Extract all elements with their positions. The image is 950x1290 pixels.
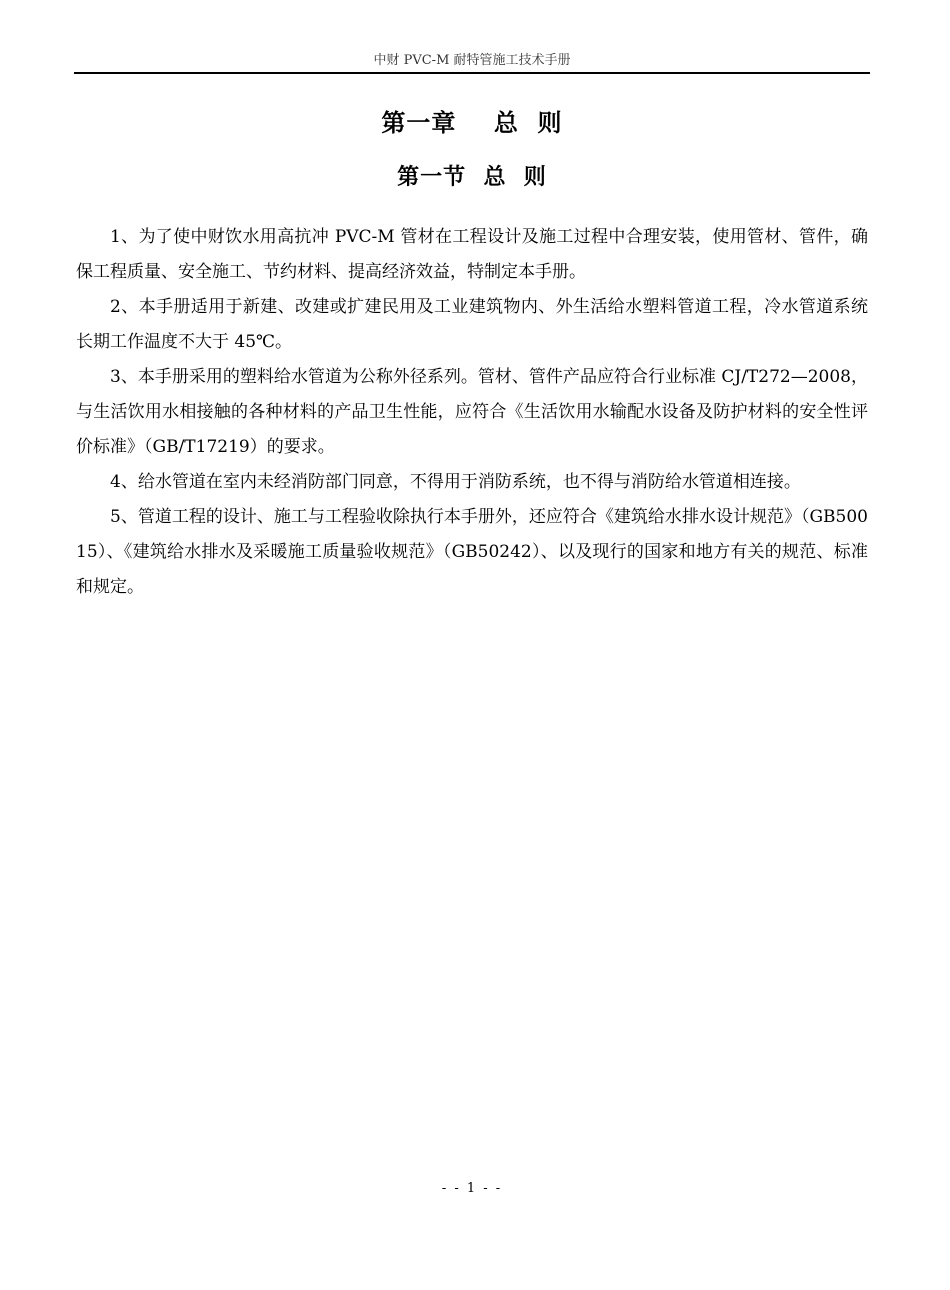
running-header: 中财 PVC-M 耐特管施工技术手册 bbox=[373, 53, 571, 68]
paragraph-2: 2、本手册适用于新建、改建或扩建民用及工业建筑物内、外生活给水塑料管道工程，冷水管道系统长期工作温度不大于 45℃。 bbox=[76, 297, 868, 352]
page-number: - - 1 - - bbox=[441, 1181, 503, 1196]
chapter-title: 第一章 总 则 bbox=[381, 108, 563, 137]
paragraph-1: 1、为了使中财饮水用高抗冲 PVC-M 管材在工程设计及施工过程中合理安装，使用管材、管件，确保工程质量、安全施工、节约材料、提高经济效益，特制定本手册。 bbox=[76, 227, 868, 282]
body-text bbox=[76, 220, 868, 605]
paragraph-3: 3、本手册采用的塑料给水管道为公称外径系列。管材、管件产品应符合行业标准 CJ/T272—2008，与生活饮用水相接触的各种材料的产品卫生性能，应符合《生活饮用水输配水设备及防护材料的安全性评价标准》（GB/T17219）的要求。 bbox=[76, 367, 868, 457]
paragraph-5: 5、管道工程的设计、施工与工程验收除执行本手册外，还应符合《建筑给水排水设计规范》（GB50015）、《建筑给水排水及采暖施工质量验收规范》（GB50242）、以及现行的国家和地方有关的规范、标准和规定。 bbox=[76, 507, 868, 597]
header-rule bbox=[74, 72, 870, 74]
paragraph-4: 4、给水管道在室内未经消防部门同意，不得用于消防系统，也不得与消防给水管道相连接。 bbox=[110, 472, 801, 492]
section-title: 第一节 总 则 bbox=[397, 164, 547, 190]
